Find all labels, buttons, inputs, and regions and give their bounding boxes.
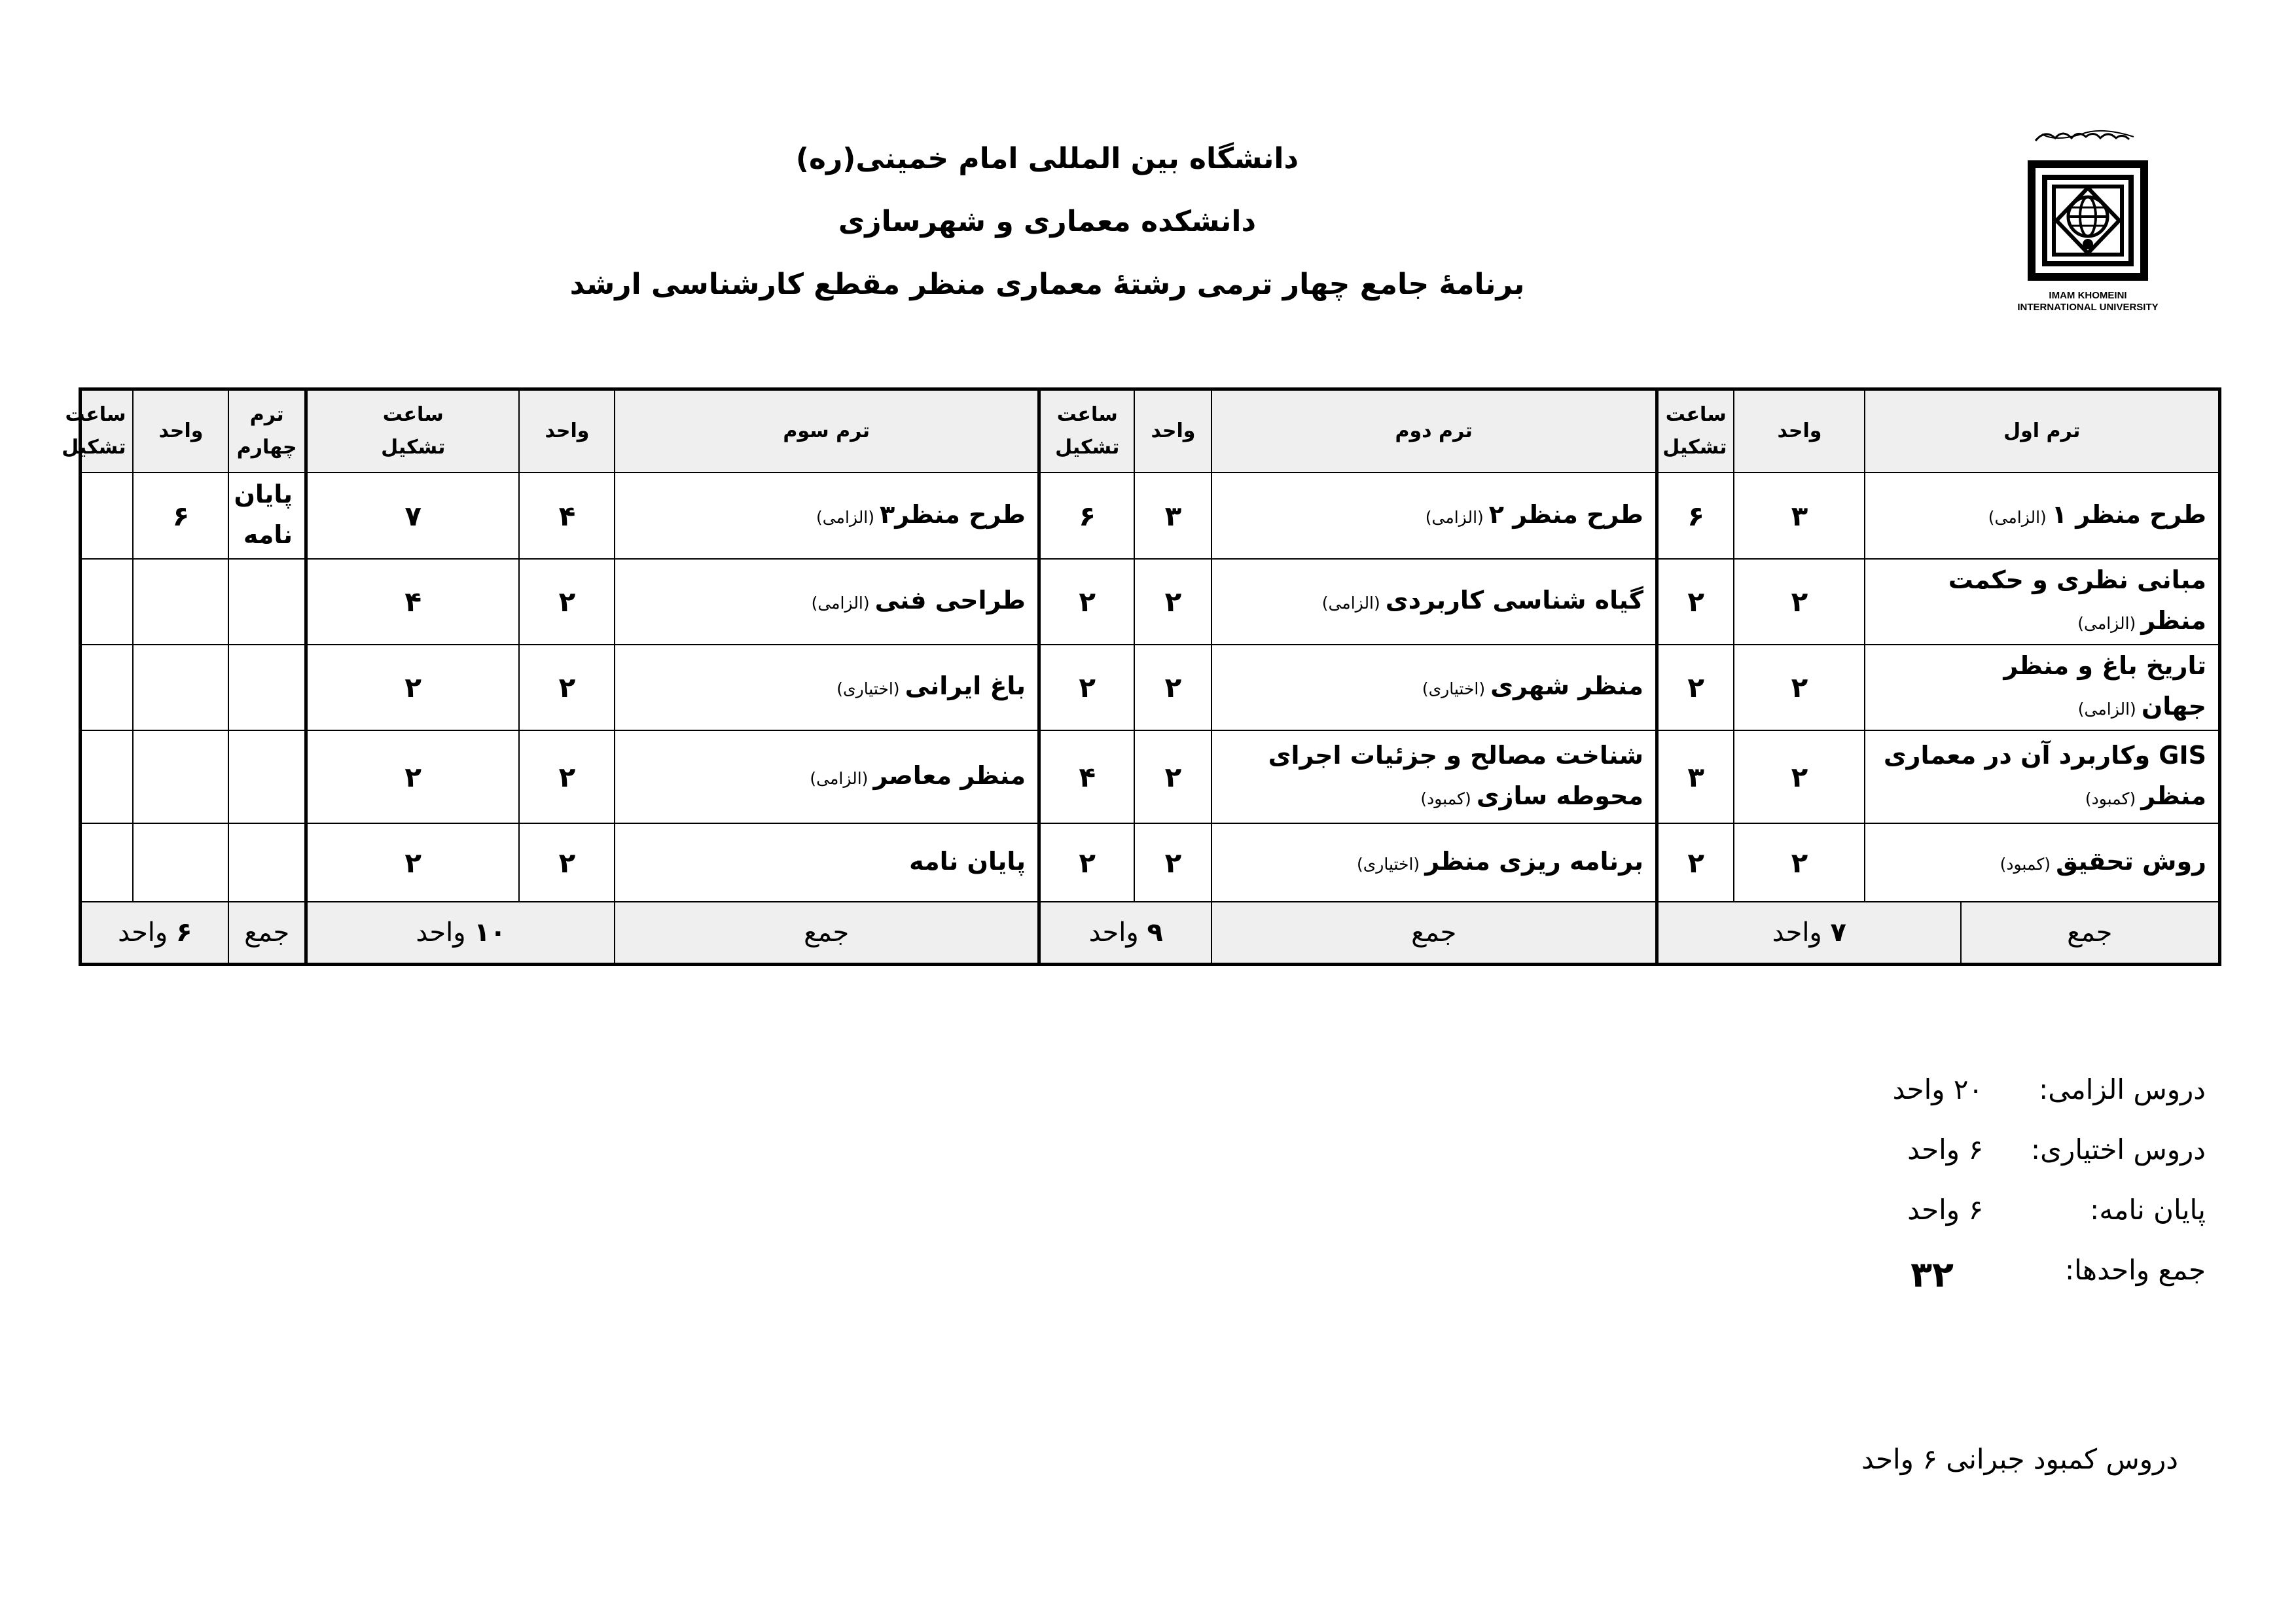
t4-units (133, 823, 228, 902)
header-term1-hours: ساعت تشکیل (1657, 389, 1734, 473)
t2-course-cell (1211, 473, 1657, 559)
t2-units: ۲ (1134, 823, 1211, 902)
t1-course-cell (1865, 473, 2219, 559)
university-name: دانشگاه بین المللی امام خمینی(ره) (795, 142, 1299, 175)
t3-course-tag: (الزامی) (811, 594, 870, 613)
t2-total-value (1039, 902, 1211, 965)
header-term4-hours: ساعت تشکیل (81, 389, 134, 473)
t1-course-tag: (الزامی) (1988, 507, 2047, 527)
summary-total-value: ۳۲ (1910, 1254, 1954, 1295)
t4-course-cell (228, 730, 306, 823)
t3-hours: ۷ (306, 473, 519, 559)
t1-units: ۲ (1734, 559, 1865, 645)
t4-hours (81, 645, 134, 730)
t4-total-unit-word: واحد (118, 918, 168, 948)
table-header-row (81, 389, 2220, 473)
t3-total-value (306, 902, 615, 965)
table-row (81, 473, 2220, 559)
t1-course-tag: (الزامی) (2077, 700, 2136, 719)
t1-hours: ۲ (1657, 645, 1734, 730)
t3-course-cell (615, 559, 1039, 645)
t1-total-label: جمع (1961, 902, 2220, 965)
document-header (458, 128, 1636, 316)
t1-course-name: روش تحقیق (2056, 846, 2206, 876)
t2-course-cell (1211, 730, 1657, 823)
t1-hours: ۳ (1657, 730, 1734, 823)
t1-hours: ۲ (1657, 559, 1734, 645)
t4-total-label: جمع (228, 902, 306, 965)
table-row (81, 645, 2220, 730)
summary-total (1787, 1254, 2206, 1314)
t2-total-label: جمع (1211, 902, 1657, 965)
t3-hours: ۲ (306, 645, 519, 730)
table-row (81, 730, 2220, 823)
university-logo (2016, 121, 2160, 317)
t1-course-name: مبانی نظری و حکمت منظر (1948, 565, 2206, 635)
header-term1: ترم اول (1865, 389, 2219, 473)
t1-course-cell (1865, 559, 2219, 645)
header-term3-hours: ساعت تشکیل (306, 389, 519, 473)
summary-thesis (1787, 1194, 2206, 1254)
t4-hours (81, 730, 134, 823)
t3-hours: ۴ (306, 559, 519, 645)
summary-elective-label: دروس اختیاری: (2031, 1133, 2206, 1166)
t4-units: ۶ (133, 473, 228, 559)
t3-course-cell (615, 645, 1039, 730)
curriculum-table (62, 387, 2221, 966)
t3-course-tag: (اختیاری) (836, 679, 900, 698)
t4-units (133, 559, 228, 645)
t4-hours (81, 473, 134, 559)
t2-units: ۳ (1134, 473, 1211, 559)
summary-mandatory-value: ۲۰ واحد (1892, 1073, 1983, 1105)
summary-mandatory (1787, 1073, 2206, 1133)
logo-caption-line1: IMAM KHOMEINI (2049, 290, 2127, 301)
t3-course-cell (615, 730, 1039, 823)
t3-course-name: طرح منظر۳ (880, 499, 1026, 529)
t3-total-unit-word: واحد (416, 918, 466, 948)
t3-units: ۲ (519, 559, 615, 645)
t2-course-cell (1211, 645, 1657, 730)
t3-hours: ۲ (306, 823, 519, 902)
t4-hours (81, 559, 134, 645)
t4-course-cell (228, 645, 306, 730)
summary-thesis-label: پایان نامه: (2090, 1194, 2206, 1226)
table-row (81, 823, 2220, 902)
t3-total-label: جمع (615, 902, 1039, 965)
t3-course-name: باغ ایرانی (905, 671, 1026, 700)
t2-course-name: منظر شهری (1490, 671, 1643, 700)
t4-course-cell (228, 559, 306, 645)
t2-units: ۲ (1134, 730, 1211, 823)
t2-total-unit-word: واحد (1088, 918, 1139, 948)
t2-hours: ۲ (1039, 823, 1134, 902)
t1-units: ۲ (1734, 823, 1865, 902)
t3-course-cell (615, 473, 1039, 559)
logo-caption-line2: INTERNATIONAL UNIVERSITY (2017, 302, 2159, 313)
t1-total-number: ۷ (1830, 918, 1846, 948)
t2-course-name: طرح منظر ۲ (1488, 499, 1643, 529)
header-term2-hours: ساعت تشکیل (1039, 389, 1134, 473)
t2-hours: ۲ (1039, 559, 1134, 645)
t2-course-cell (1211, 823, 1657, 902)
t1-units: ۲ (1734, 730, 1865, 823)
t4-hours (81, 823, 134, 902)
t1-units: ۳ (1734, 473, 1865, 559)
t3-total-number: ۱۰ (474, 918, 507, 948)
t3-course-name: منظر معاصر (873, 760, 1026, 790)
t1-total-value (1657, 902, 1960, 965)
t3-units: ۲ (519, 730, 615, 823)
summary-total-label: جمع واحدها: (2064, 1254, 2206, 1286)
t2-course-name: برنامه ریزی منظر (1425, 846, 1643, 876)
t1-course-cell (1865, 730, 2219, 823)
t1-course-cell (1865, 645, 2219, 730)
t3-units: ۲ (519, 645, 615, 730)
t1-course-tag: (الزامی) (2077, 614, 2136, 633)
t1-total-unit-word: واحد (1772, 918, 1822, 948)
header-term1-units: واحد (1734, 389, 1865, 473)
t3-units: ۴ (519, 473, 615, 559)
totals-row (81, 902, 2220, 965)
t2-course-name: گیاه شناسی کاربردی (1385, 586, 1643, 615)
t2-course-tag: (کمبود) (1420, 789, 1471, 808)
t3-units: ۲ (519, 823, 615, 902)
t3-course-name: پایان نامه (909, 846, 1026, 876)
header-term4-units: واحد (133, 389, 228, 473)
t2-total-number: ۹ (1147, 918, 1163, 948)
t4-course-cell (228, 473, 306, 559)
t1-hours: ۲ (1657, 823, 1734, 902)
compensatory-note: دروس کمبود جبرانی ۶ واحد (1861, 1443, 2178, 1475)
t2-course-tag: (اختیاری) (1356, 854, 1420, 874)
t1-course-name: تاریخ باغ و منظر جهان (2003, 651, 2206, 721)
t1-course-tag: (کمبود) (2000, 854, 2051, 874)
table-row (81, 559, 2220, 645)
t1-hours: ۶ (1657, 473, 1734, 559)
t3-course-cell (615, 823, 1039, 902)
t2-course-cell (1211, 559, 1657, 645)
program-title: برنامهٔ جامع چهار ترمی رشتهٔ معماری منظر مقطع کارشناسی ارشد (569, 268, 1525, 301)
t4-course-cell (228, 823, 306, 902)
t1-course-tag: (کمبود) (2085, 789, 2136, 808)
t2-course-tag: (الزامی) (1425, 507, 1484, 527)
summary-mandatory-label: دروس الزامی: (2039, 1073, 2206, 1105)
t4-total-value (81, 902, 229, 965)
t3-course-tag: (الزامی) (810, 768, 869, 788)
t1-course-name: GIS وکاربرد آن در معماری منظر (1883, 740, 2206, 810)
units-summary (1787, 1073, 2206, 1314)
t3-course-tag: (الزامی) (816, 507, 875, 527)
t2-course-name: شناخت مصالح و جزئیات اجرای محوطه سازی (1268, 740, 1643, 810)
summary-thesis-value: ۶ واحد (1907, 1194, 1983, 1226)
university-emblem-icon (2016, 121, 2160, 285)
summary-elective-value: ۶ واحد (1907, 1133, 1983, 1166)
t4-units (133, 730, 228, 823)
t1-course-name: طرح منظر ۱ (2051, 499, 2206, 529)
header-term4: ترم چهارم (228, 389, 306, 473)
t2-course-tag: (الزامی) (1321, 594, 1380, 613)
t4-units (133, 645, 228, 730)
summary-elective (1787, 1133, 2206, 1194)
header-term3: ترم سوم (615, 389, 1039, 473)
header-term3-units: واحد (519, 389, 615, 473)
t2-hours: ۴ (1039, 730, 1134, 823)
header-term2: ترم دوم (1211, 389, 1657, 473)
t2-hours: ۲ (1039, 645, 1134, 730)
t3-hours: ۲ (306, 730, 519, 823)
header-term2-units: واحد (1134, 389, 1211, 473)
t2-units: ۲ (1134, 559, 1211, 645)
t4-total-number: ۶ (175, 918, 192, 948)
faculty-name: دانشکده معماری و شهرسازی (838, 205, 1257, 238)
t2-hours: ۶ (1039, 473, 1134, 559)
t1-course-cell (1865, 823, 2219, 902)
t4-course-name: پایان نامه (234, 479, 293, 549)
t2-course-tag: (اختیاری) (1422, 679, 1486, 698)
t2-units: ۲ (1134, 645, 1211, 730)
t3-course-name: طراحی فنی (874, 586, 1026, 615)
t1-units: ۲ (1734, 645, 1865, 730)
